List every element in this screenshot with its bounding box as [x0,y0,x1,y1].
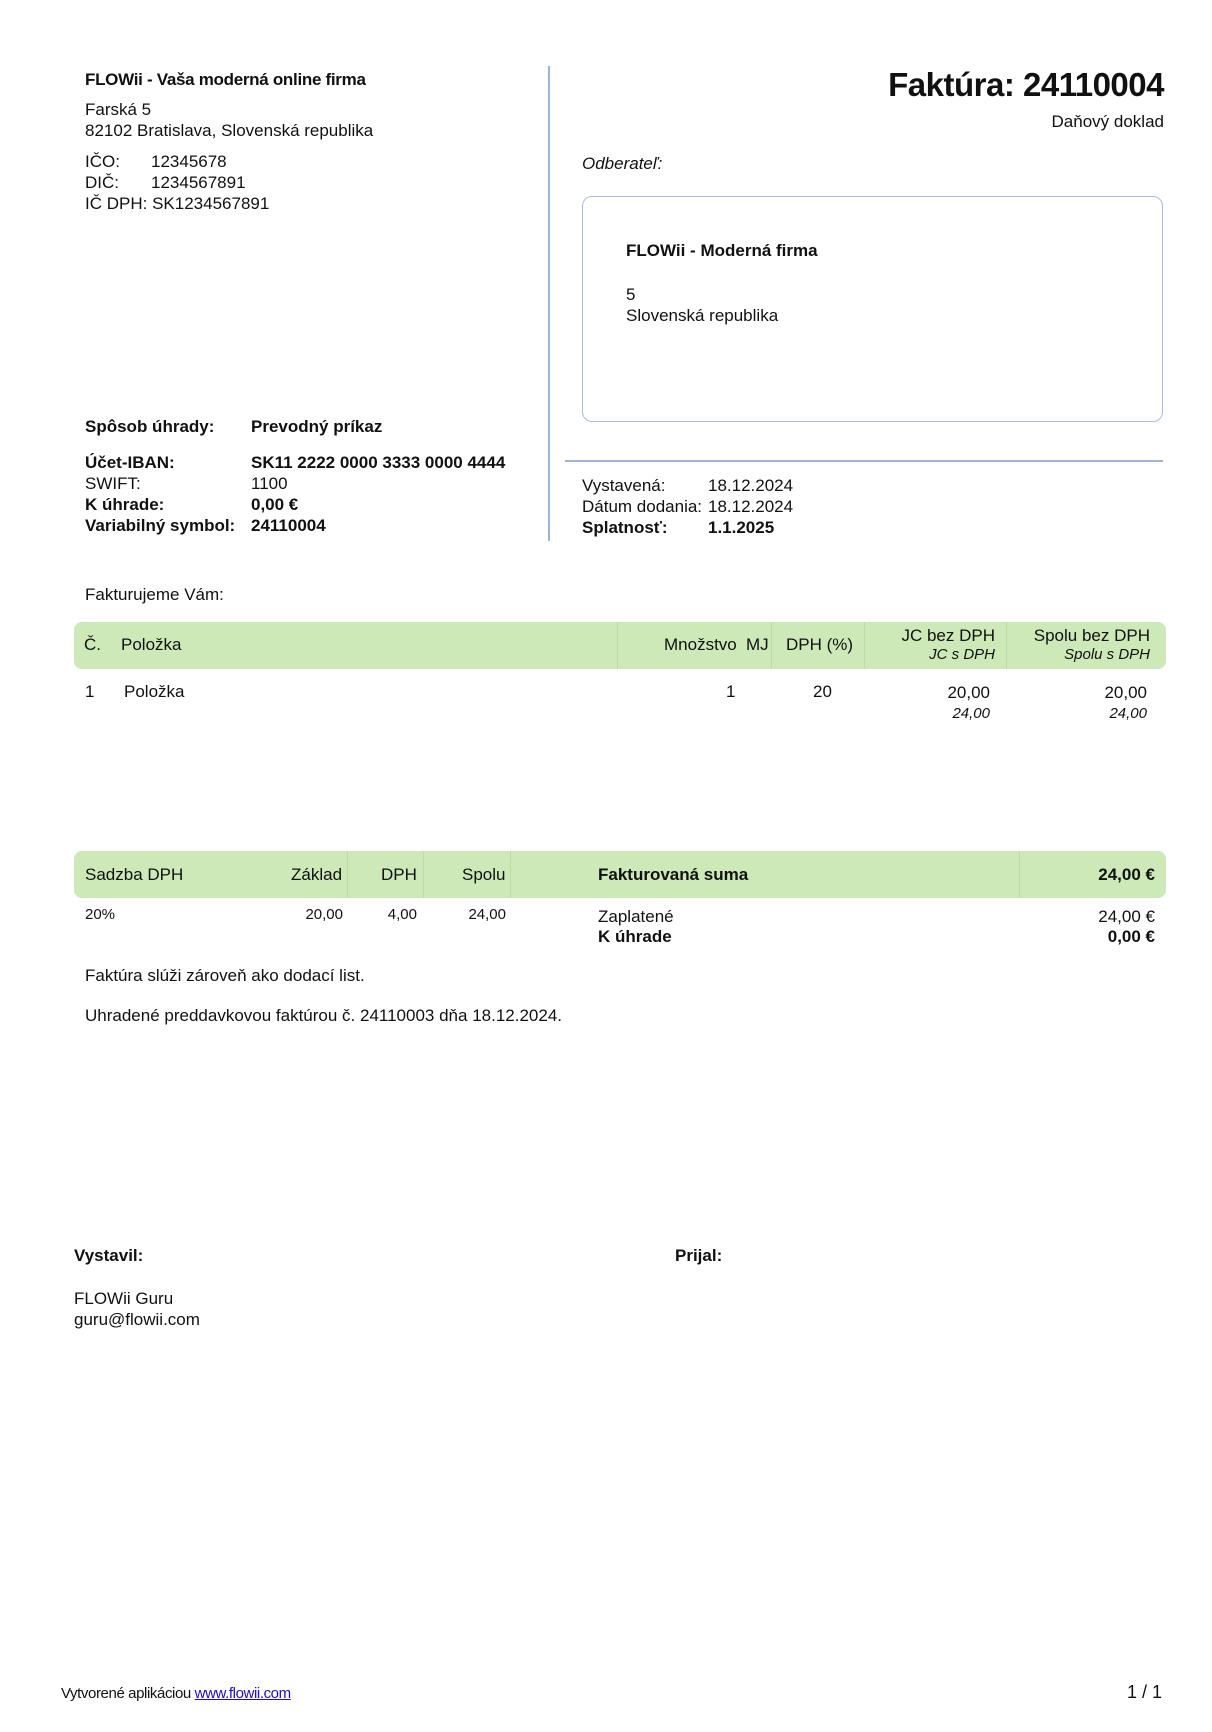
invoice-dates [582,475,793,538]
invoiced-sum: 24,00 € [1098,865,1155,884]
col-base: Základ [291,865,343,884]
vertical-divider [548,66,550,541]
ico-label: IČO: [85,152,120,171]
seller-address [85,99,373,141]
col-quantity: Množstvo [664,635,737,654]
row-vat-percent: 20 [813,682,832,701]
paid-value: 24,00 € [1098,907,1155,926]
due-date: 1.1.2025 [708,518,775,537]
amount-due: 0,00 € [251,495,299,514]
paid-label: Zaplatené [598,907,674,926]
col-sum: Spolu [462,865,506,884]
remaining-due-label: K úhrade [598,927,672,946]
issuer-email: guru@flowii.com [74,1310,200,1329]
note-advance-payment: Uhradené preddavkovou faktúrou č. 24110003 dňa 18.12.2024. [85,1006,562,1025]
footer-link[interactable]: www.flowii.com [194,1685,291,1702]
variable-symbol: 24110004 [251,516,326,535]
seller-ids [85,151,269,214]
dic-value: 1234567891 [151,173,246,192]
row-item: Položka [124,682,185,701]
col-total-label: Spolu bez DPH [1033,626,1150,645]
icdph-label: IČ DPH: [85,194,148,213]
row-number: 1 [85,682,95,701]
col-vat-rate: Sadzba DPH [85,865,184,884]
vat-total: 24,00 [468,906,506,923]
issuer-name: FLOWii Guru [74,1289,174,1308]
delivery-date: 18.12.2024 [708,497,794,516]
vat-amount: 4,00 [387,906,417,923]
invoice-subtitle: Daňový doklad [1051,112,1164,131]
vat-base: 20,00 [305,906,343,923]
amount-due-label: K úhrade: [85,495,165,514]
intro-text: Fakturujeme Vám: [85,585,224,604]
col-number: Č. [84,635,101,654]
col-total [1034,626,1150,673]
swift-value: 1100 [251,474,288,493]
col-unit: MJ [746,635,769,654]
customer-address [626,284,778,326]
row-unit-price-vat: 24,00 [952,705,990,722]
page-number: 1 / 1 [1126,1682,1162,1702]
footer-label: Vytvorené aplikáciou [61,1685,191,1702]
col-unit-price-label: JC bez DPH [901,626,995,645]
note-delivery: Faktúra slúži zároveň ako dodací list. [85,966,365,985]
issued-date-label: Vystavená: [582,476,666,495]
iban-value: SK11 2222 0000 3333 0000 4444 [251,453,506,472]
dic-label: DIČ: [85,173,119,192]
col-vat: DPH [381,865,417,884]
horizontal-divider [565,460,1163,462]
row-total-value: 20,00 [1104,683,1147,702]
delivery-date-label: Dátum dodania: [582,497,703,516]
col-vat-percent: DPH (%) [786,635,854,654]
issued-by-label: Vystavil: [74,1246,144,1265]
received-by-label: Prijal: [675,1246,723,1265]
summary-table-header [74,851,1166,898]
customer-label: Odberateľ: [582,154,663,173]
ico-value: 12345678 [151,152,227,171]
items-table-header [74,622,1166,669]
col-unit-price-vat-label: JC s DPH [929,646,995,663]
col-item: Položka [121,635,182,654]
col-total-vat-label: Spolu s DPH [1064,646,1150,663]
remaining-due-value: 0,00 € [1107,927,1155,946]
iban-label: Účet-IBAN: [85,453,175,472]
seller-street: Farská 5 [85,100,152,119]
payment-method-label: Spôsob úhrady: [85,417,215,436]
vat-rate: 20% [85,906,116,923]
row-unit-price-value: 20,00 [947,683,990,702]
due-date-label: Splatnosť: [582,518,668,537]
row-total-vat: 24,00 [1109,705,1147,722]
payment-method: Prevodný príkaz [251,417,383,436]
row-quantity: 1 [726,682,736,701]
seller-name: FLOWii - Vaša moderná online firma [85,70,366,89]
issued-date: 18.12.2024 [708,476,794,495]
row-unit-price [947,682,990,724]
seller-city: 82102 Bratislava, Slovenská republika [85,121,374,140]
customer-country: Slovenská republika [626,306,779,325]
icdph-value: SK1234567891 [152,194,270,213]
payment-info [85,416,505,536]
swift-label: SWIFT: [85,474,141,493]
invoiced-sum-label: Fakturovaná suma [598,865,749,884]
col-unit-price [901,626,995,673]
row-total [1104,682,1147,724]
customer-address-line: 5 [626,285,636,304]
footer-text [61,1685,291,1702]
invoice-title: Faktúra: 24110004 [888,66,1164,103]
customer-name: FLOWii - Moderná firma [626,241,818,260]
variable-symbol-label: Variabilný symbol: [85,516,236,535]
